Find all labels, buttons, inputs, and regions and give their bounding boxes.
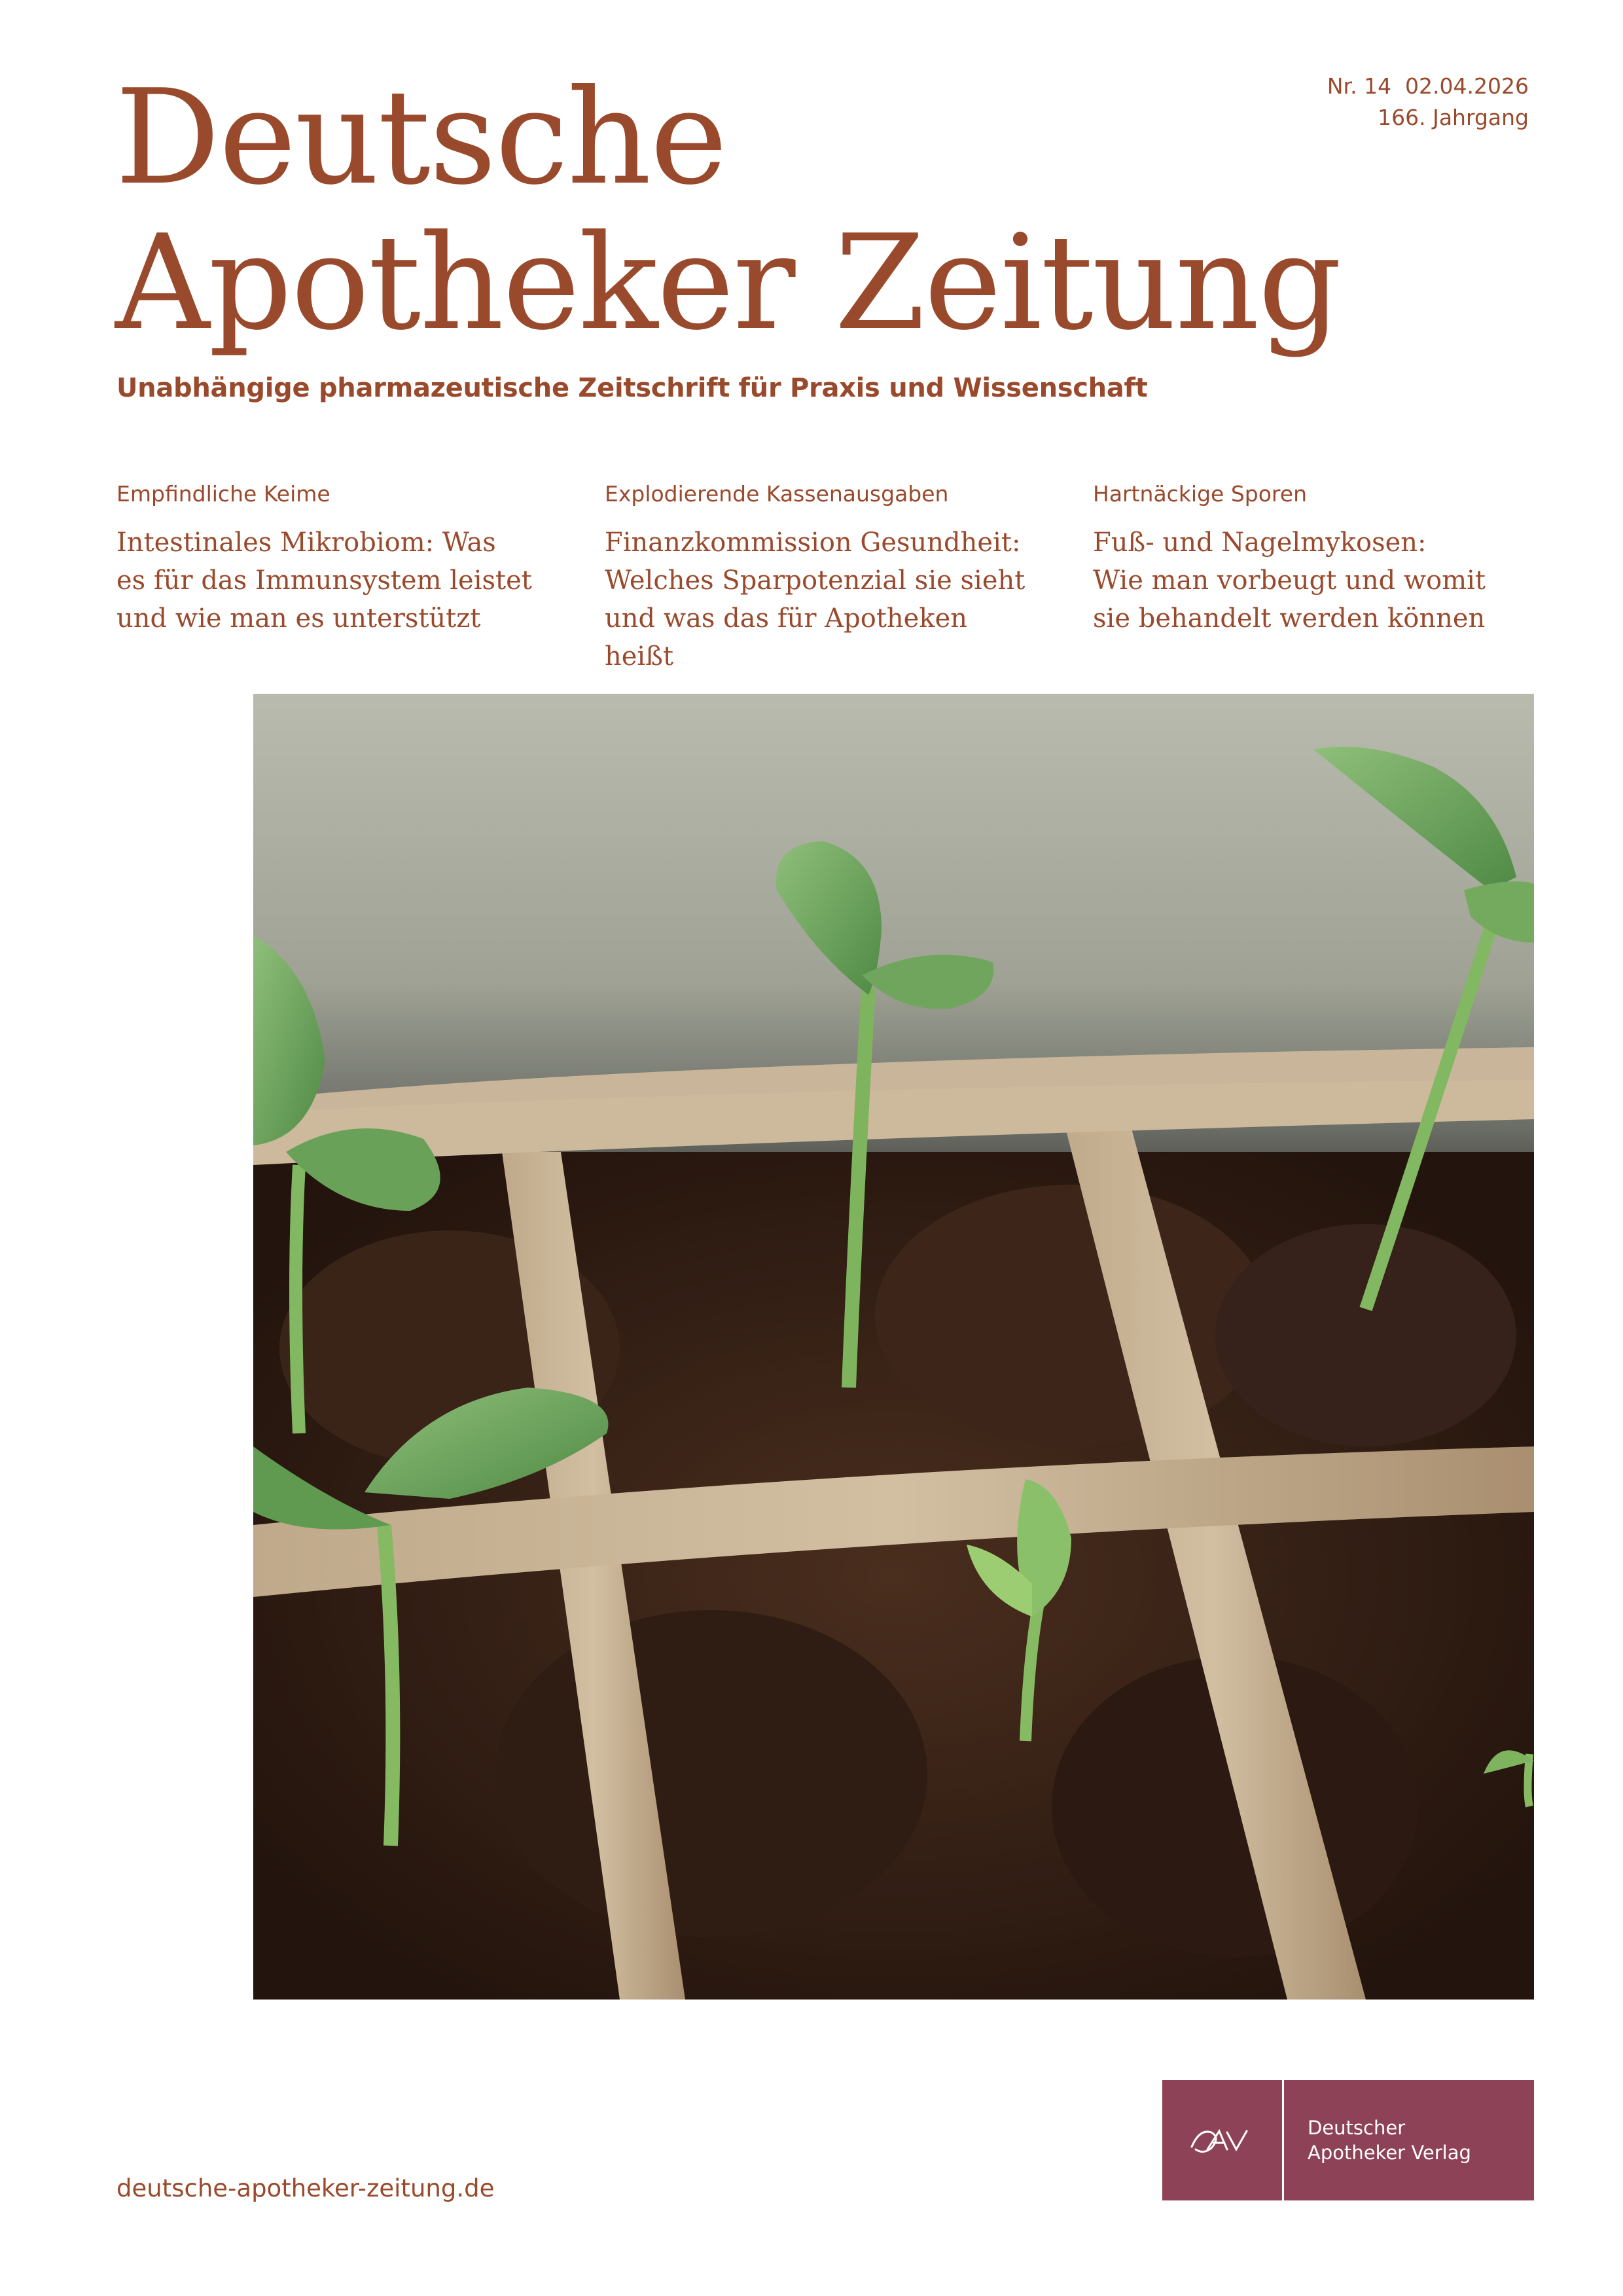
teaser-headline: Intestinales Mikrobiom: Was es für das Immunsystem leistet und wie man es unterstützt xyxy=(116,528,532,634)
cover-photo xyxy=(253,694,1534,2000)
teaser-1[interactable] xyxy=(116,481,548,637)
teaser-headline: Finanzkommission Gesundheit: Welches Sparpotenzial sie sieht und was das für Apotheken heißt xyxy=(605,528,1026,672)
teaser-kicker: Hartnäckige Sporen xyxy=(1093,481,1307,507)
dav-monogram-icon xyxy=(1186,2121,1258,2160)
issue-volume: 166. Jahrgang xyxy=(1378,105,1529,130)
website-link[interactable]: deutsche-apotheker-zeitung.de xyxy=(116,2174,495,2202)
issue-info xyxy=(1327,71,1529,134)
masthead-line-1: Deutsche xyxy=(115,62,726,214)
tagline: Unabhängige pharmazeutische Zeitschrift für Praxis und Wissenschaft xyxy=(116,373,1148,403)
masthead-title xyxy=(115,62,1341,359)
teaser-2[interactable] xyxy=(605,481,1037,675)
masthead-line-2: Apotheker Zeitung xyxy=(115,207,1341,359)
publisher-line-1: Deutscher xyxy=(1308,2117,1406,2139)
issue-number-date: Nr. 14 02.04.2026 xyxy=(1327,73,1529,99)
teaser-3[interactable] xyxy=(1093,481,1525,637)
teaser-kicker: Empfindliche Keime xyxy=(116,481,330,507)
dav-logo-icon xyxy=(1162,2080,1284,2200)
publisher-name xyxy=(1284,2115,1471,2165)
teaser-headline: Fuß- und Nagelmykosen: Wie man vorbeugt und womit sie behandelt werden können xyxy=(1093,528,1486,634)
publisher-logo-box xyxy=(1162,2080,1534,2200)
teaser-kicker: Explodierende Kassenausgaben xyxy=(605,481,949,507)
seedlings-in-peat-tray-icon xyxy=(253,694,1534,2000)
publisher-line-2: Apotheker Verlag xyxy=(1308,2142,1471,2164)
